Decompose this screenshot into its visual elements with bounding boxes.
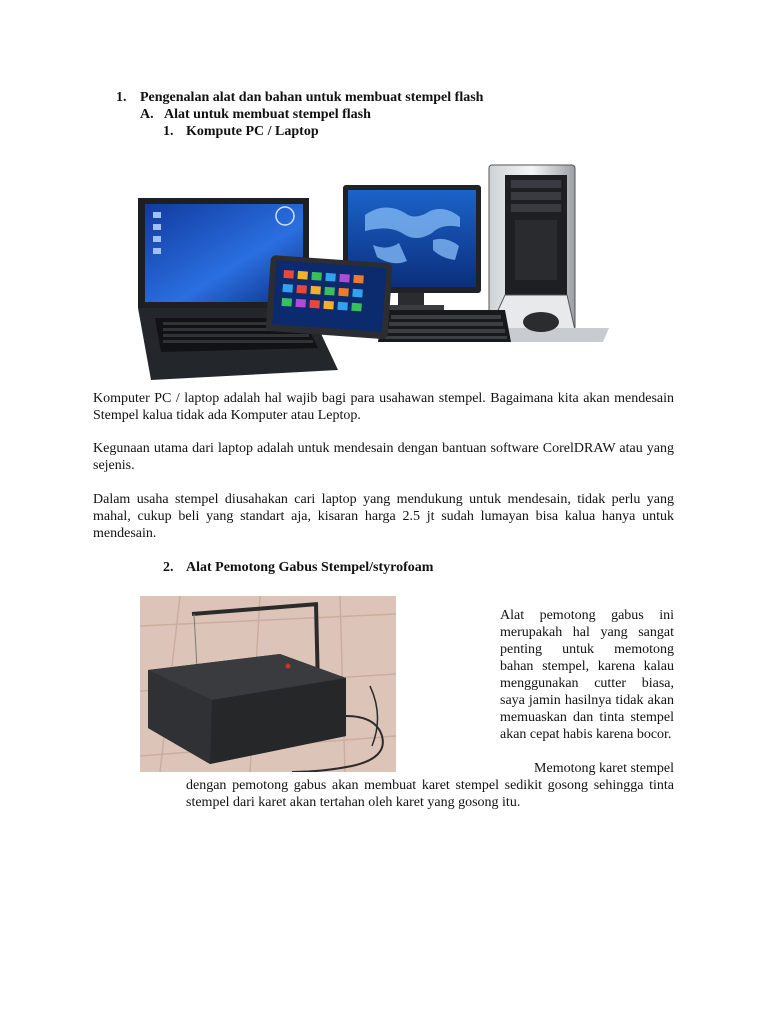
paragraph-laptop-intro: Komputer PC / laptop adalah hal wajib bagi para usahawan stempel. Bagaimana kita akan mendesain Stempel kalua tidak ada Komputer atau Leptop.	[93, 391, 674, 423]
section-number: 1.	[116, 90, 127, 105]
cutter-description-side: Alat pemotong gabus ini merupakah hal yang sangat penting untuk memotong bahan stempel, karena kalau menggunakan cutter biasa, saya jamin hasilnya tidak akan memuaskan dan tinta stempel akan cepat habis karena bocor.	[500, 608, 674, 742]
computers-image	[133, 160, 609, 382]
cutter-description-continued	[186, 761, 674, 811]
section-title: Pengenalan alat dan bahan untuk membuat stempel flash	[140, 90, 484, 105]
item-heading-1	[163, 123, 319, 140]
item-number: 1.	[163, 124, 174, 139]
cutter-description-cont-start: Memotong karet stempel	[534, 761, 674, 776]
subsection-heading-a	[140, 106, 371, 123]
foam-cutter-image	[140, 596, 396, 772]
item-number: 2.	[163, 560, 174, 575]
section-heading-1	[116, 89, 483, 106]
item-heading-2	[163, 559, 433, 576]
subsection-title: Alat untuk membuat stempel flash	[164, 107, 371, 122]
paragraph-laptop-use: Kegunaan utama dari laptop adalah untuk mendesain dengan bantuan software CorelDRAW atau yang sejenis.	[93, 441, 674, 473]
item-title: Alat Pemotong Gabus Stempel/styrofoam	[186, 560, 434, 575]
cutter-description-cont-rest: dengan pemotong gabus akan membuat karet stempel sedikit gosong sehingga tinta stempel dari karet akan tertahan oleh karet yang gosong itu.	[186, 778, 674, 810]
item-title: Kompute PC / Laptop	[186, 124, 319, 139]
subsection-letter: A.	[140, 107, 154, 122]
paragraph-laptop-advice: Dalam usaha stempel diusahakan cari laptop yang mendukung untuk mendesain, tidak perlu yang mahal, cukup beli yang standart aja, kisaran harga 2.5 jt sudah lumayan bisa kalua hanya untuk mendesain.	[93, 492, 674, 541]
